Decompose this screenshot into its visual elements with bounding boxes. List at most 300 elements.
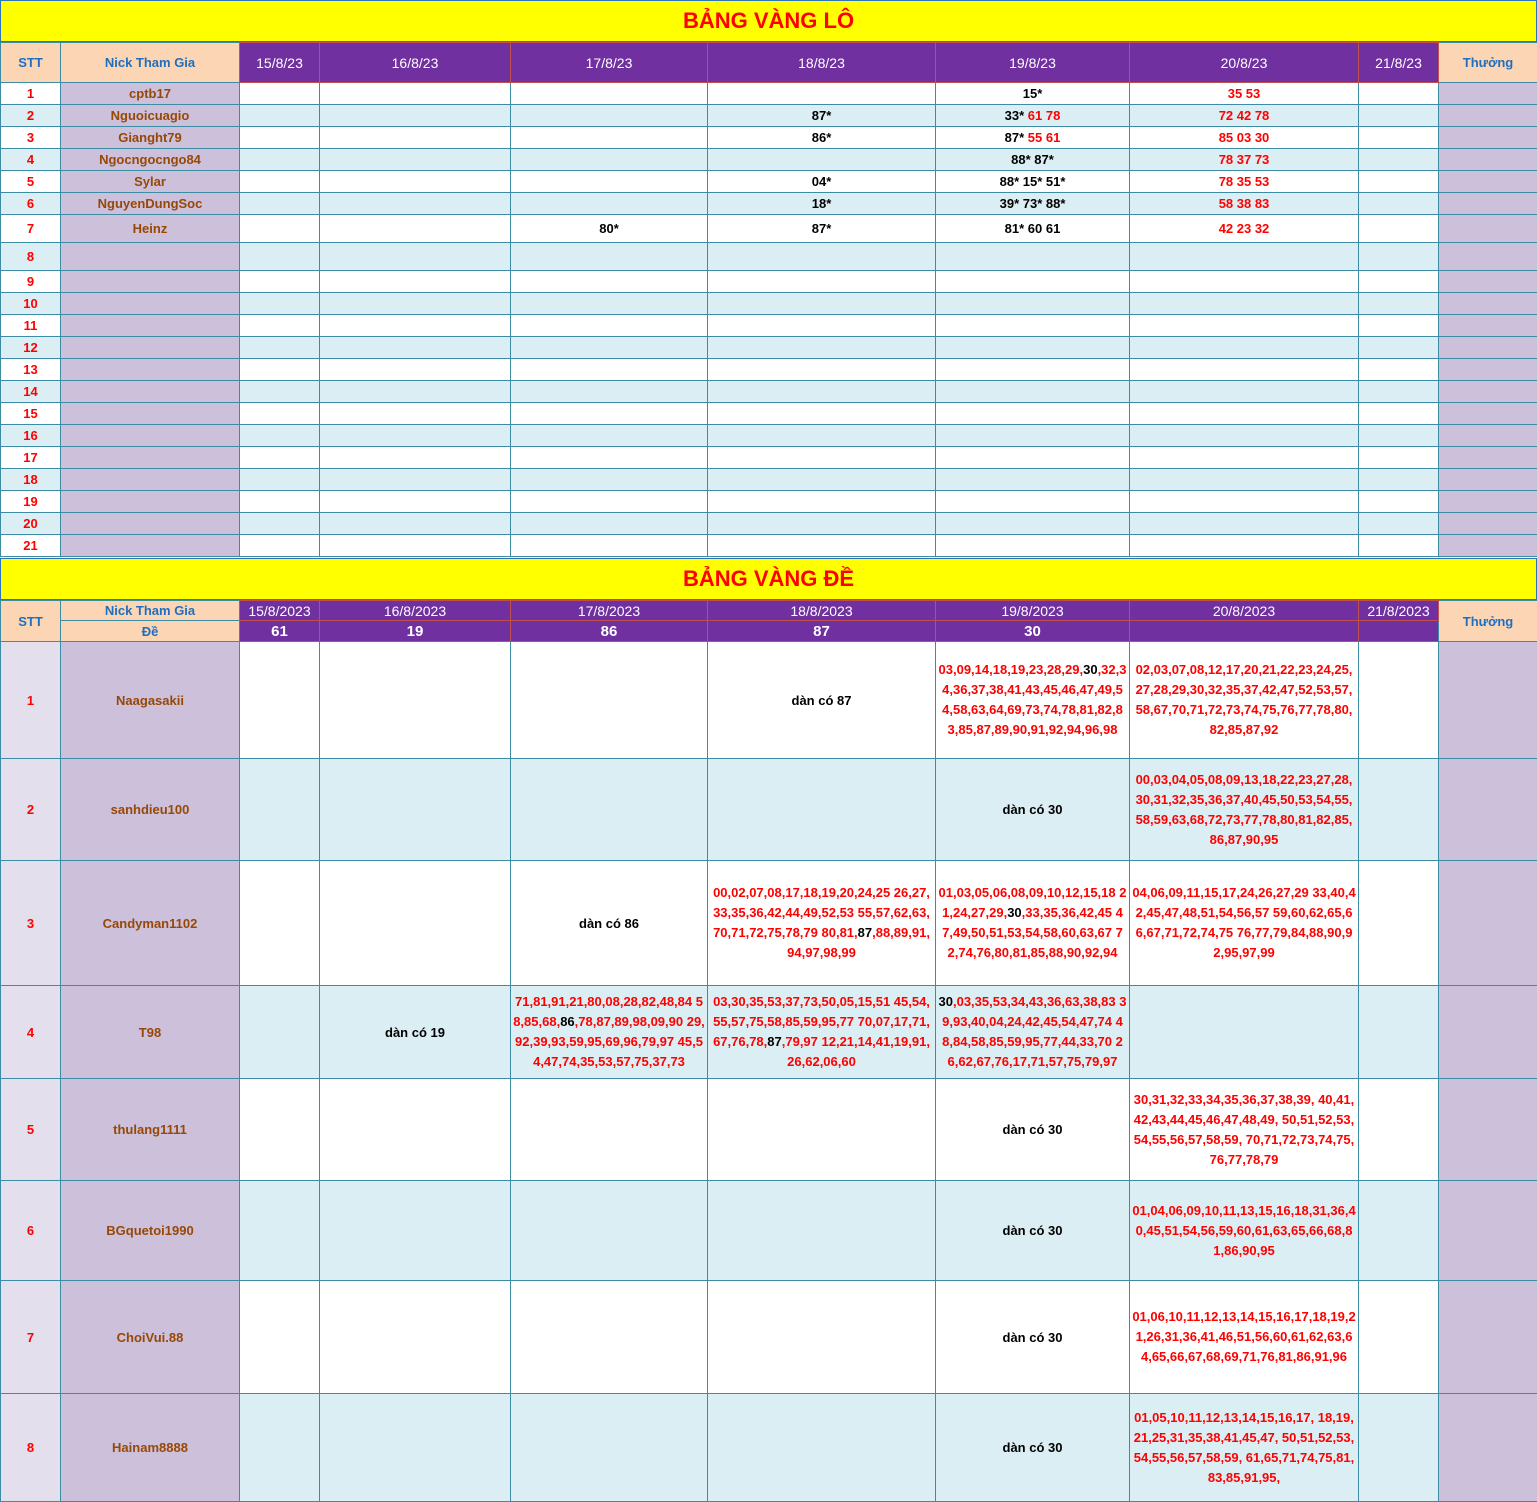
nick-cell: T98 xyxy=(61,986,240,1079)
date-cell xyxy=(1130,1079,1359,1181)
date-cell xyxy=(240,861,320,986)
nick-header: Nick Tham Gia xyxy=(61,43,240,83)
cell-text: dàn có 30 xyxy=(1002,1440,1063,1455)
date-cell xyxy=(936,215,1130,243)
table-row xyxy=(1,986,1537,1079)
stt-cell: 6 xyxy=(1,1181,61,1281)
date-cell xyxy=(1359,1281,1439,1394)
table-row xyxy=(1,469,1537,491)
cell-text: 58 38 83 xyxy=(1218,196,1270,211)
reward-cell xyxy=(1439,149,1537,171)
date-cell xyxy=(1359,986,1439,1079)
date-cell xyxy=(240,271,320,293)
date-cell xyxy=(1359,215,1439,243)
date-cell xyxy=(936,491,1130,513)
date-cell xyxy=(320,535,511,557)
nick-cell: sanhdieu100 xyxy=(61,759,240,861)
cell-text: ,78,87,89,98,09,90 29,92,39,93,59,95,69,96,79,97 45,54,47,74,35,53,57,75,37,73 xyxy=(515,1014,705,1069)
date-cell xyxy=(936,171,1130,193)
date-cell xyxy=(240,469,320,491)
date-cell xyxy=(511,1281,708,1394)
date-cell xyxy=(240,215,320,243)
result-cell: 19 xyxy=(320,621,511,642)
nick-cell: Candyman1102 xyxy=(61,861,240,986)
cell-text: 01,04,06,09,10,11,13,15,16,18,31,36,40,45,51,54,56,59,60,61,63,65,66,68,81,86,90,95 xyxy=(1132,1202,1356,1258)
date-cell xyxy=(320,1281,511,1394)
stt-cell: 8 xyxy=(1,243,61,271)
date-cell xyxy=(1359,491,1439,513)
date-cell xyxy=(708,127,936,149)
date-cell xyxy=(1130,1181,1359,1281)
date-cell xyxy=(511,243,708,271)
table-row xyxy=(1,535,1537,557)
date-cell xyxy=(511,193,708,215)
result-cell: 61 xyxy=(240,621,320,642)
date-cell xyxy=(511,469,708,491)
reward-cell xyxy=(1439,1281,1537,1394)
date-cell xyxy=(240,243,320,271)
stt-cell: 11 xyxy=(1,315,61,337)
cell-text: 03,09,14,18,19,23,28,29, xyxy=(938,662,1084,677)
date-cell xyxy=(240,105,320,127)
date-cell xyxy=(1130,337,1359,359)
date-cell xyxy=(511,215,708,243)
reward-cell xyxy=(1439,83,1537,105)
table-row xyxy=(1,293,1537,315)
date-cell xyxy=(240,642,320,759)
date-cell xyxy=(320,271,511,293)
cell-text: 01,06,10,11,12,13,14,15,16,17,18,19,21,26,31,36,41,46,51,56,60,61,62,63,64,65,66,67,68,69,71,76,81,86,91,96 xyxy=(1132,1309,1356,1364)
date-cell xyxy=(511,1181,708,1281)
table-row xyxy=(1,243,1537,271)
date-cell xyxy=(240,1281,320,1394)
date-cell xyxy=(708,759,936,861)
cell-text: 78 35 53 xyxy=(1218,174,1270,189)
date-cell xyxy=(240,83,320,105)
stt-cell: 9 xyxy=(1,271,61,293)
date-cell xyxy=(1130,447,1359,469)
date-cell xyxy=(511,127,708,149)
de-header-row xyxy=(1,601,1537,621)
date-cell xyxy=(320,105,511,127)
stt-cell: 1 xyxy=(1,83,61,105)
nick-cell: Hainam8888 xyxy=(61,1394,240,1502)
nick-cell xyxy=(61,535,240,557)
date-cell xyxy=(1130,171,1359,193)
date-cell xyxy=(1359,1181,1439,1281)
cell-text: 01,03,05,06,08,09,10,12,15,18 21,24,27,29, xyxy=(938,885,1127,920)
nick-cell xyxy=(61,425,240,447)
date-cell xyxy=(1130,271,1359,293)
date-cell xyxy=(320,149,511,171)
date-cell xyxy=(320,315,511,337)
date-cell xyxy=(708,1079,936,1181)
date-cell xyxy=(1359,381,1439,403)
date-cell xyxy=(240,1181,320,1281)
cell-text: dàn có 87 xyxy=(791,692,852,708)
nick-cell xyxy=(61,337,240,359)
table-row xyxy=(1,1394,1537,1502)
table-row xyxy=(1,105,1537,127)
date-cell xyxy=(1130,759,1359,861)
cell-text: dàn có 86 xyxy=(579,915,639,931)
table-row xyxy=(1,193,1537,215)
date-cell xyxy=(1359,1079,1439,1181)
date-header: 17/8/23 xyxy=(511,43,708,83)
date-cell xyxy=(240,513,320,535)
date-cell xyxy=(1359,447,1439,469)
date-cell xyxy=(320,986,511,1079)
date-cell xyxy=(1130,1281,1359,1394)
date-cell xyxy=(936,1281,1130,1394)
cell-text: 80* xyxy=(599,221,619,236)
stt-cell: 8 xyxy=(1,1394,61,1502)
stt-cell: 16 xyxy=(1,425,61,447)
stt-cell: 2 xyxy=(1,759,61,861)
reward-header: Thưởng xyxy=(1439,43,1537,83)
date-cell xyxy=(1359,149,1439,171)
cell-text: 33* xyxy=(1004,108,1028,123)
table-row xyxy=(1,861,1537,986)
date-cell xyxy=(240,315,320,337)
cell-text: 86 xyxy=(560,1014,575,1029)
date-cell xyxy=(708,535,936,557)
table-row xyxy=(1,491,1537,513)
table-row xyxy=(1,171,1537,193)
nick-cell xyxy=(61,447,240,469)
nick-cell: Gianght79 xyxy=(61,127,240,149)
date-cell xyxy=(936,513,1130,535)
cell-text: 42 23 32 xyxy=(1218,221,1270,236)
date-cell xyxy=(240,1394,320,1502)
cell-text: 87 xyxy=(767,1034,782,1049)
date-cell xyxy=(240,337,320,359)
date-cell xyxy=(320,469,511,491)
cell-text: 01,05,10,11,12,13,14,15,16,17, 18,19,21,25,31,35,38,41,45,47, 50,51,52,53,54,55,56,57,58,59, 61,65,71,74,75,81,83,85,91,95, xyxy=(1133,1409,1355,1485)
date-cell xyxy=(1359,127,1439,149)
stt-cell: 3 xyxy=(1,861,61,986)
date-cell xyxy=(708,642,936,759)
date-cell xyxy=(240,759,320,861)
date-cell xyxy=(240,149,320,171)
date-header: 16/8/2023 xyxy=(320,601,511,621)
date-cell xyxy=(320,293,511,315)
date-cell xyxy=(936,337,1130,359)
stt-header: STT xyxy=(1,601,61,642)
cell-text: 88* 15* 51* xyxy=(999,174,1066,189)
date-cell xyxy=(511,513,708,535)
nick-cell xyxy=(61,513,240,535)
cell-text: 87 xyxy=(857,925,873,940)
date-cell xyxy=(708,315,936,337)
reward-cell xyxy=(1439,293,1537,315)
reward-cell xyxy=(1439,271,1537,293)
date-cell xyxy=(1359,469,1439,491)
nick-cell xyxy=(61,381,240,403)
date-cell xyxy=(708,359,936,381)
date-header: 15/8/23 xyxy=(240,43,320,83)
table-row xyxy=(1,642,1537,759)
cell-text: 88* 87* xyxy=(1011,152,1054,167)
reward-cell xyxy=(1439,1181,1537,1281)
date-cell xyxy=(708,149,936,171)
date-cell xyxy=(936,759,1130,861)
date-cell xyxy=(240,359,320,381)
date-cell xyxy=(936,315,1130,337)
cell-text: dàn có 30 xyxy=(1002,802,1063,817)
cell-text: 39* 73* 88* xyxy=(999,196,1066,211)
result-cell xyxy=(1359,621,1439,642)
stt-cell: 18 xyxy=(1,469,61,491)
stt-cell: 14 xyxy=(1,381,61,403)
date-cell xyxy=(320,1181,511,1281)
date-cell xyxy=(708,861,936,986)
cell-text: ,88,89,91,94,97,98,99 xyxy=(787,925,930,960)
reward-cell xyxy=(1439,986,1537,1079)
table-row xyxy=(1,83,1537,105)
lo-header-row xyxy=(1,43,1537,83)
cell-text: 72 42 78 xyxy=(1218,108,1270,123)
date-cell xyxy=(240,535,320,557)
reward-cell xyxy=(1439,861,1537,986)
reward-cell xyxy=(1439,315,1537,337)
stt-cell: 7 xyxy=(1,215,61,243)
table-row xyxy=(1,447,1537,469)
date-cell xyxy=(708,425,936,447)
reward-cell xyxy=(1439,243,1537,271)
date-cell xyxy=(936,1394,1130,1502)
nick-cell: Nguoicuagio xyxy=(61,105,240,127)
date-cell xyxy=(936,293,1130,315)
table-row xyxy=(1,381,1537,403)
date-cell xyxy=(708,215,936,243)
date-cell xyxy=(936,149,1130,171)
date-cell xyxy=(708,271,936,293)
nick-cell: cptb17 xyxy=(61,83,240,105)
date-cell xyxy=(936,425,1130,447)
cell-text: 85 03 30 xyxy=(1218,130,1270,145)
stt-cell: 7 xyxy=(1,1281,61,1394)
reward-cell xyxy=(1439,215,1537,243)
cell-text: 04,06,09,11,15,17,24,26,27,29 33,40,42,45,47,48,51,54,56,57 59,60,62,65,66,67,71,72,74,75 76,77,79,84,88,90,92,95,97,99 xyxy=(1132,885,1356,960)
nick-cell xyxy=(61,243,240,271)
lo-title-banner: BẢNG VÀNG LÔ xyxy=(0,0,1537,42)
date-cell xyxy=(1359,271,1439,293)
date-cell xyxy=(936,861,1130,986)
reward-cell xyxy=(1439,469,1537,491)
stt-cell: 4 xyxy=(1,986,61,1079)
date-header: 16/8/23 xyxy=(320,43,511,83)
date-cell xyxy=(320,1079,511,1181)
nick-cell: Naagasakii xyxy=(61,642,240,759)
date-cell xyxy=(511,403,708,425)
result-cell: 30 xyxy=(936,621,1130,642)
date-cell xyxy=(320,1394,511,1502)
stt-cell: 10 xyxy=(1,293,61,315)
reward-cell xyxy=(1439,535,1537,557)
result-cell xyxy=(1130,621,1359,642)
cell-text: 87* xyxy=(811,108,832,123)
nick-cell: Ngocngocngo84 xyxy=(61,149,240,171)
date-cell xyxy=(708,1181,936,1281)
date-cell xyxy=(1359,315,1439,337)
date-cell xyxy=(1359,105,1439,127)
date-cell xyxy=(708,403,936,425)
cell-text: 71,81,91,21,80,08,28,82,48,84 58,85,68, xyxy=(513,994,703,1029)
reward-cell xyxy=(1439,513,1537,535)
reward-cell xyxy=(1439,642,1537,759)
stt-cell: 17 xyxy=(1,447,61,469)
date-cell xyxy=(320,447,511,469)
date-cell xyxy=(240,403,320,425)
cell-text: 18* xyxy=(811,196,832,211)
date-cell xyxy=(936,83,1130,105)
cell-text: 00,03,04,05,08,09,13,18,22,23,27,28,30,31,32,35,36,37,40,45,50,53,54,55,58,59,63,68,72,73,77,78,80,81,82,85,86,87,90,95 xyxy=(1135,771,1353,847)
date-cell xyxy=(1359,642,1439,759)
nick-cell xyxy=(61,359,240,381)
de-table xyxy=(0,600,1537,1502)
date-cell xyxy=(511,491,708,513)
nick-cell: NguyenDungSoc xyxy=(61,193,240,215)
date-cell xyxy=(240,1079,320,1181)
table-row xyxy=(1,403,1537,425)
stt-cell: 19 xyxy=(1,491,61,513)
date-cell xyxy=(936,469,1130,491)
date-cell xyxy=(708,193,936,215)
cell-text: dàn có 30 xyxy=(1002,1223,1063,1238)
date-cell xyxy=(511,535,708,557)
cell-text: 30 xyxy=(938,994,953,1009)
date-cell xyxy=(240,127,320,149)
date-cell xyxy=(320,381,511,403)
date-cell xyxy=(708,243,936,271)
date-cell xyxy=(1130,359,1359,381)
date-cell xyxy=(708,83,936,105)
date-cell xyxy=(320,127,511,149)
date-cell xyxy=(511,83,708,105)
stt-cell: 21 xyxy=(1,535,61,557)
date-cell xyxy=(936,105,1130,127)
nick-cell xyxy=(61,293,240,315)
date-cell xyxy=(1359,243,1439,271)
date-cell xyxy=(1130,535,1359,557)
date-cell xyxy=(936,127,1130,149)
nick-cell: ChoiVui.88 xyxy=(61,1281,240,1394)
reward-cell xyxy=(1439,403,1537,425)
date-cell xyxy=(511,359,708,381)
date-cell xyxy=(1359,403,1439,425)
date-cell xyxy=(936,642,1130,759)
date-cell xyxy=(240,193,320,215)
date-cell xyxy=(240,171,320,193)
cell-text: 35 53 xyxy=(1227,86,1261,101)
date-cell xyxy=(1359,759,1439,861)
nick-cell xyxy=(61,403,240,425)
nick-cell: Sylar xyxy=(61,171,240,193)
date-cell xyxy=(320,491,511,513)
date-cell xyxy=(936,1079,1130,1181)
cell-text: ,33,35,36,42,45 47,49,50,51,53,54,58,60,63,67 72,74,76,80,81,85,88,90,92,94 xyxy=(942,905,1123,960)
cell-text: ,32,34,36,37,38,41,43,45,46,47,49,54,58,63,64,69,73,74,78,81,82,83,85,87,89,90,91,92,94,96,98 xyxy=(942,662,1127,737)
date-cell xyxy=(320,425,511,447)
nick-cell xyxy=(61,271,240,293)
date-header: 18/8/23 xyxy=(708,43,936,83)
date-cell xyxy=(936,403,1130,425)
date-cell xyxy=(708,381,936,403)
cell-text: dàn có 19 xyxy=(385,1024,445,1040)
date-cell xyxy=(511,1394,708,1502)
cell-text: dàn có 30 xyxy=(1002,1122,1063,1137)
date-cell xyxy=(240,491,320,513)
date-cell xyxy=(708,337,936,359)
reward-cell xyxy=(1439,193,1537,215)
date-cell xyxy=(708,1394,936,1502)
date-cell xyxy=(1359,861,1439,986)
date-cell xyxy=(708,447,936,469)
date-cell xyxy=(708,1281,936,1394)
cell-text: 03,30,35,53,37,73,50,05,15,51 45,54,55,57,75,58,85,59,95,77 70,07,17,71,67,76,78, xyxy=(713,994,930,1049)
reward-cell xyxy=(1439,359,1537,381)
reward-cell xyxy=(1439,105,1537,127)
date-cell xyxy=(240,381,320,403)
date-cell xyxy=(1130,149,1359,171)
cell-text: 87* xyxy=(811,221,832,236)
table-row xyxy=(1,1281,1537,1394)
table-row xyxy=(1,271,1537,293)
date-cell xyxy=(511,149,708,171)
date-cell xyxy=(1130,425,1359,447)
table-row xyxy=(1,215,1537,243)
de-title-banner: BẢNG VÀNG ĐỀ xyxy=(0,558,1537,600)
date-cell xyxy=(1359,83,1439,105)
cell-text: 30,31,32,33,34,35,36,37,38,39, 40,41,42,43,44,45,46,47,48,49, 50,51,52,53,54,55,56,57,58,59, 70,71,72,73,74,75,76,77,78,79 xyxy=(1133,1091,1355,1167)
date-cell xyxy=(708,469,936,491)
date-cell xyxy=(1130,83,1359,105)
date-cell xyxy=(708,491,936,513)
date-cell xyxy=(511,986,708,1079)
lo-table xyxy=(0,42,1537,557)
date-cell xyxy=(1130,986,1359,1079)
date-cell xyxy=(936,986,1130,1079)
cell-text: 15* xyxy=(1022,86,1043,101)
date-cell xyxy=(1130,1394,1359,1502)
date-cell xyxy=(936,271,1130,293)
reward-cell xyxy=(1439,759,1537,861)
date-cell xyxy=(240,447,320,469)
date-cell xyxy=(511,447,708,469)
cell-text: 02,03,07,08,12,17,20,21,22,23,24,25,27,28,29,30,32,35,37,42,47,52,53,57,58,67,70,71,72,73,74,75,76,77,78,80,82,85,87,92 xyxy=(1135,662,1353,737)
reward-cell xyxy=(1439,1079,1537,1181)
date-header: 19/8/2023 xyxy=(936,601,1130,621)
date-cell xyxy=(936,447,1130,469)
de-result-row xyxy=(1,621,1537,642)
date-cell xyxy=(708,986,936,1079)
date-cell xyxy=(511,861,708,986)
date-cell xyxy=(511,1079,708,1181)
date-cell xyxy=(936,381,1130,403)
date-cell xyxy=(1359,171,1439,193)
table-row xyxy=(1,425,1537,447)
date-cell xyxy=(1359,535,1439,557)
date-cell xyxy=(511,293,708,315)
table-row xyxy=(1,1181,1537,1281)
date-header: 21/8/23 xyxy=(1359,43,1439,83)
date-cell xyxy=(1130,215,1359,243)
date-cell xyxy=(320,403,511,425)
cell-text: ,79,97 12,21,14,41,19,91,26,62,06,60 xyxy=(781,1034,930,1069)
date-cell xyxy=(1359,425,1439,447)
reward-cell xyxy=(1439,1394,1537,1502)
